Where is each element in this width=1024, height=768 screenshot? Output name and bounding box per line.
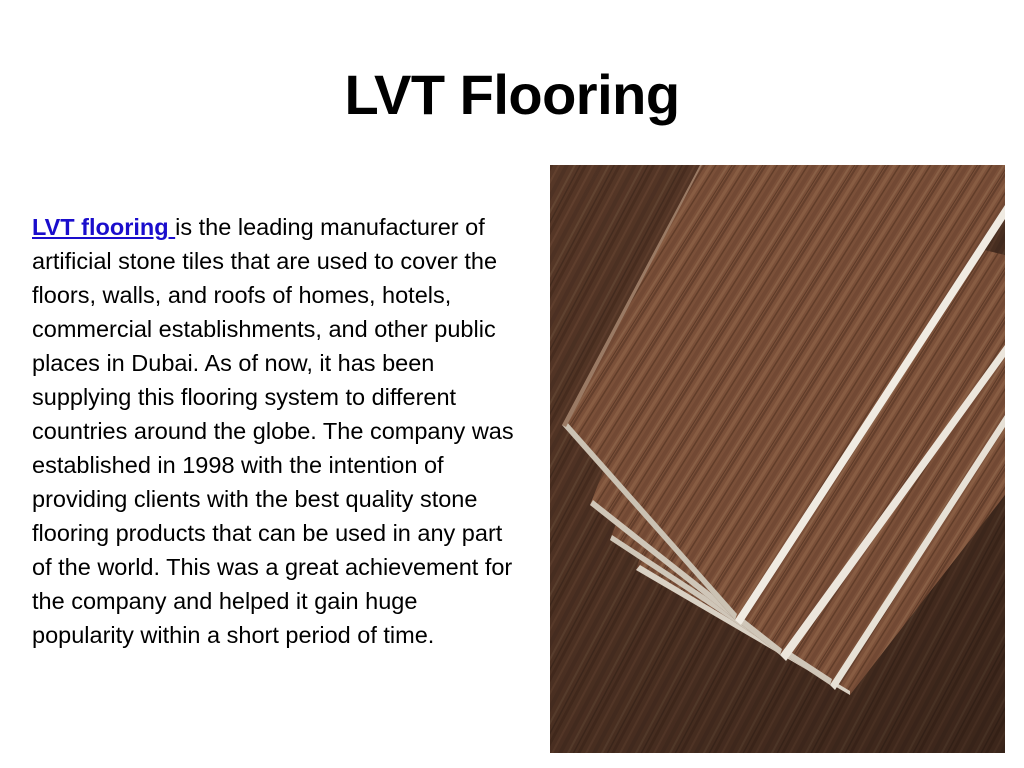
wood-planks-image <box>550 165 1005 753</box>
lvt-flooring-link[interactable]: LVT flooring <box>32 214 176 240</box>
slide-title: LVT Flooring <box>344 62 680 126</box>
paragraph-text: is the leading manufacturer of artificial stone tiles that are used to cover the floors, walls, and roofs of homes, hotels, commercial establishments, and other public places in Dubai. As of now, it has been supplying this flooring system to different countries around the globe. The company was established in 1998 with the intention of providing clients with the best quality stone flooring products that can be used in any part of the world. This was a great achievement for the company and helped it gain huge popularity within a short period of time. <box>32 214 514 648</box>
body-paragraph <box>32 210 522 652</box>
